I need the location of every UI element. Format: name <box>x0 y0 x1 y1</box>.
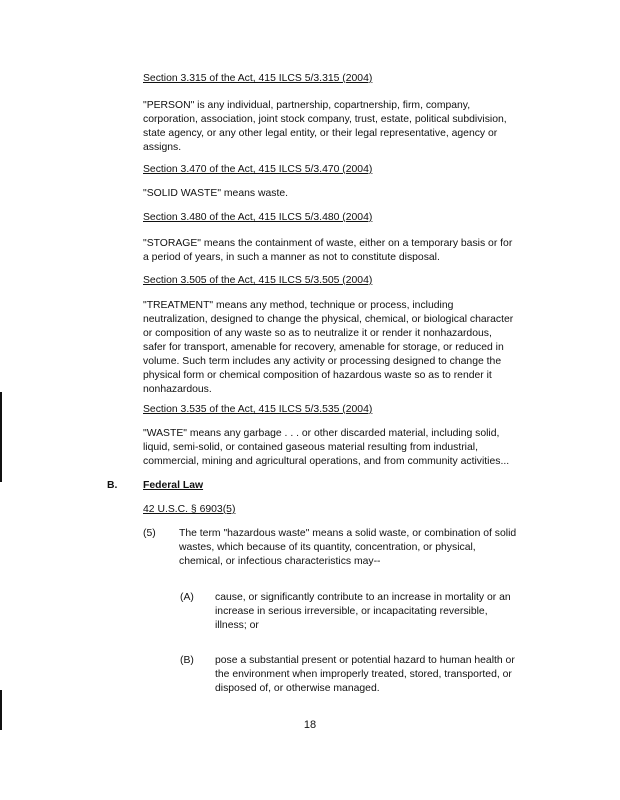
definition-person-line: state agency, or any other legal entity, or their legal representative, agency or <box>143 128 498 139</box>
definition-solid-waste-line: "SOLID WASTE" means waste. <box>143 188 288 199</box>
definition-treatment-line: "TREATMENT" means any method, technique or process, including <box>143 300 454 311</box>
definition-treatment-line: neutralization, designed to change the physical, chemical, or biological character <box>143 314 514 325</box>
definition-storage-line: "STORAGE" means the containment of waste, either on a temporary basis or for <box>143 238 513 249</box>
definition-person-line: assigns. <box>143 142 182 153</box>
definition-waste-line: commercial, mining and agricultural operations, and from community activities... <box>143 456 510 467</box>
citation-usc: 42 U.S.C. § 6903(5) <box>143 504 236 515</box>
section-letter: B. <box>107 480 118 491</box>
item-b-line: pose a substantial present or potential hazard to human health or <box>215 655 515 666</box>
citation-person: Section 3.315 of the Act, 415 ILCS 5/3.315 (2004) <box>143 73 373 84</box>
item-b-line: disposed of, or otherwise managed. <box>215 683 380 694</box>
definition-person-line: corporation, association, joint stock company, trust, estate, political subdivision, <box>143 114 507 125</box>
citation-solid-waste: Section 3.470 of the Act, 415 ILCS 5/3.470 (2004) <box>143 164 373 175</box>
citation-treatment: Section 3.505 of the Act, 415 ILCS 5/3.505 (2004) <box>143 275 373 286</box>
item-label-b: (B) <box>180 655 194 666</box>
left-edge-scan-mark <box>0 392 2 482</box>
definition-treatment-line: nonhazardous. <box>143 384 212 395</box>
item-label-a: (A) <box>180 592 194 603</box>
page-number: 18 <box>303 719 317 731</box>
item-a-line: increase in serious irreversible, or incapacitating reversible, <box>215 606 488 617</box>
definition-treatment-line: safer for transport, amenable for recovery, amenable for storage, or reduced in <box>143 342 504 353</box>
item-b-line: the environment when improperly treated, stored, transported, or <box>215 669 512 680</box>
definition-treatment-line: volume. Such term includes any activity or processing designed to change the <box>143 356 502 367</box>
item-5-line: chemical, or infectious characteristics may-- <box>179 556 381 567</box>
definition-waste-line: liquid, semi-solid, or contained gaseous material resulting from industrial, <box>143 442 478 453</box>
definition-person-line: "PERSON" is any individual, partnership, copartnership, firm, company, <box>143 100 471 111</box>
definition-waste-line: "WASTE" means any garbage . . . or other discarded material, including solid, <box>143 428 500 439</box>
section-heading-federal-law: Federal Law <box>143 480 204 491</box>
item-5-line: The term "hazardous waste" means a solid waste, or combination of solid <box>179 528 517 539</box>
definition-treatment-line: physical form or chemical composition of hazardous waste so as to render it <box>143 370 492 381</box>
citation-waste: Section 3.535 of the Act, 415 ILCS 5/3.535 (2004) <box>143 404 373 415</box>
definition-treatment-line: or composition of any waste so as to neutralize it or render it nonhazardous, <box>143 328 492 339</box>
item-a-line: illness; or <box>215 620 259 631</box>
item-label-5: (5) <box>143 528 156 539</box>
item-a-line: cause, or significantly contribute to an increase in mortality or an <box>215 592 511 603</box>
item-5-line: wastes, which because of its quantity, concentration, or physical, <box>179 542 476 553</box>
citation-storage: Section 3.480 of the Act, 415 ILCS 5/3.480 (2004) <box>143 212 373 223</box>
definition-storage-line: a period of years, in such a manner as not to constitute disposal. <box>143 252 440 263</box>
